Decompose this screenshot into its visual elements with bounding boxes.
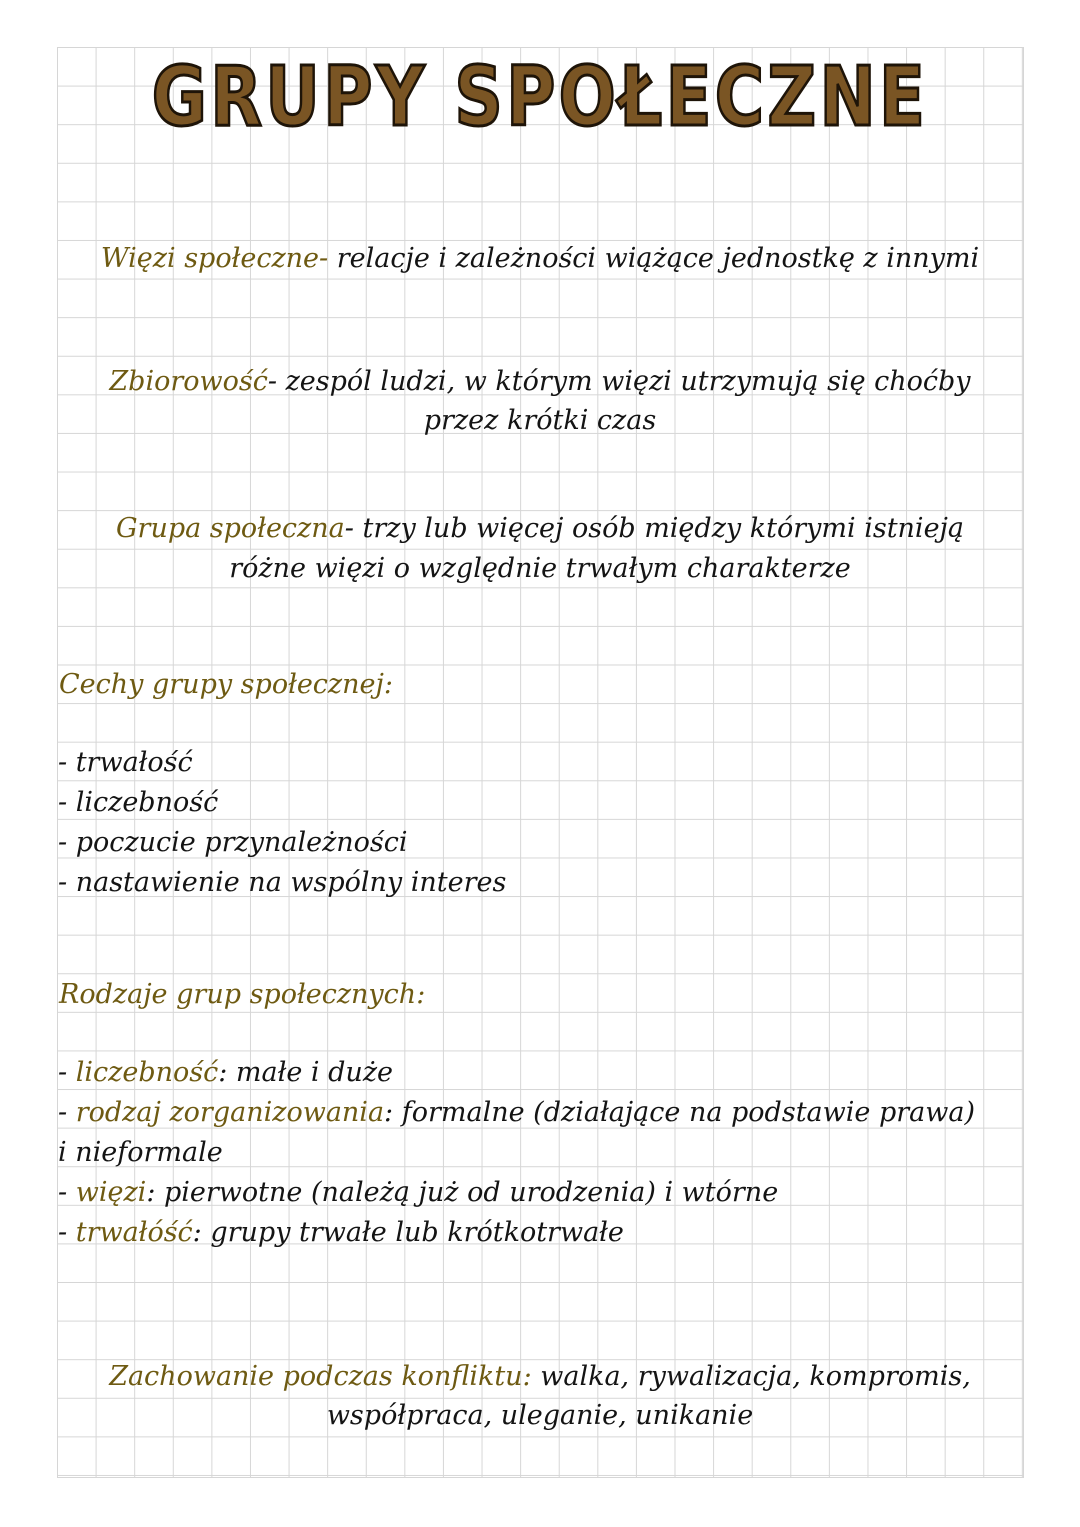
term-grupa: Grupa społeczna: [115, 513, 345, 544]
konflikt-line2: współpraca, uleganie, unikanie: [326, 1400, 754, 1431]
term-zbiorowosc: Zbiorowość: [109, 366, 268, 397]
list-item-continuation: [58, 1137, 223, 1168]
heading-cechy: Cechy grupy społecznej:: [59, 669, 393, 700]
list-text: : grupy trwałe lub krótkotrwałe: [192, 1217, 624, 1248]
list-item: - trwałość: [58, 747, 193, 778]
konflikt-line: [0, 1361, 1080, 1392]
list-item: - liczebność: [58, 787, 219, 818]
term-wiezi: Więzi społeczne: [100, 243, 320, 274]
definition-zbiorowosc-text: zespól ludzi, w którym więzi utrzymują się choćby: [277, 366, 971, 397]
definition-grupa: [0, 513, 1080, 544]
list-term: trwałóść: [75, 1217, 193, 1248]
list-term: więzi: [75, 1177, 147, 1208]
list-dash: -: [58, 1097, 76, 1128]
konflikt-text: walka, rywalizacja, kompromis,: [531, 1361, 971, 1392]
list-dash: -: [58, 1177, 76, 1208]
list-text: i nieformale: [58, 1137, 223, 1168]
list-item: [58, 1097, 975, 1128]
term-separator: -: [267, 366, 277, 397]
definition-grupa-line2: różne więzi o względnie trwałym charakterze: [229, 553, 851, 584]
list-dash: -: [58, 1217, 76, 1248]
term-separator: -: [319, 243, 329, 274]
list-item: [58, 1177, 778, 1208]
list-term: rodzaj zorganizowania: [75, 1097, 385, 1128]
list-item: [58, 1057, 393, 1088]
definition-wiezi: [0, 243, 1080, 274]
list-text: : pierwotne (należą już od urodzenia) i wtórne: [146, 1177, 779, 1208]
term-konflikt: Zachowanie podczas konfliktu:: [109, 1361, 532, 1392]
list-term: liczebność: [75, 1057, 219, 1088]
list-item: - poczucie przynależności: [58, 827, 408, 858]
definition-zbiorowosc: [0, 366, 1080, 397]
list-dash: -: [58, 1057, 76, 1088]
heading-rodzaje: Rodzaje grup społecznych:: [59, 979, 426, 1010]
list-text: : formalne (działające na podstawie prawa): [384, 1097, 975, 1128]
list-item: - nastawienie na wspólny interes: [58, 867, 507, 898]
definition-wiezi-text: relacje i zależności wiążące jednostkę z innymi: [328, 243, 980, 274]
list-text: : małe i duże: [218, 1057, 394, 1088]
list-item: [58, 1217, 624, 1248]
definition-zbiorowosc-line2: przez krótki czas: [423, 405, 657, 436]
term-separator: -: [344, 513, 354, 544]
definition-grupa-text: trzy lub więcej osób między którymi istnieją: [353, 513, 965, 544]
page-title: GRUPY SPOŁECZNE: [151, 50, 929, 145]
